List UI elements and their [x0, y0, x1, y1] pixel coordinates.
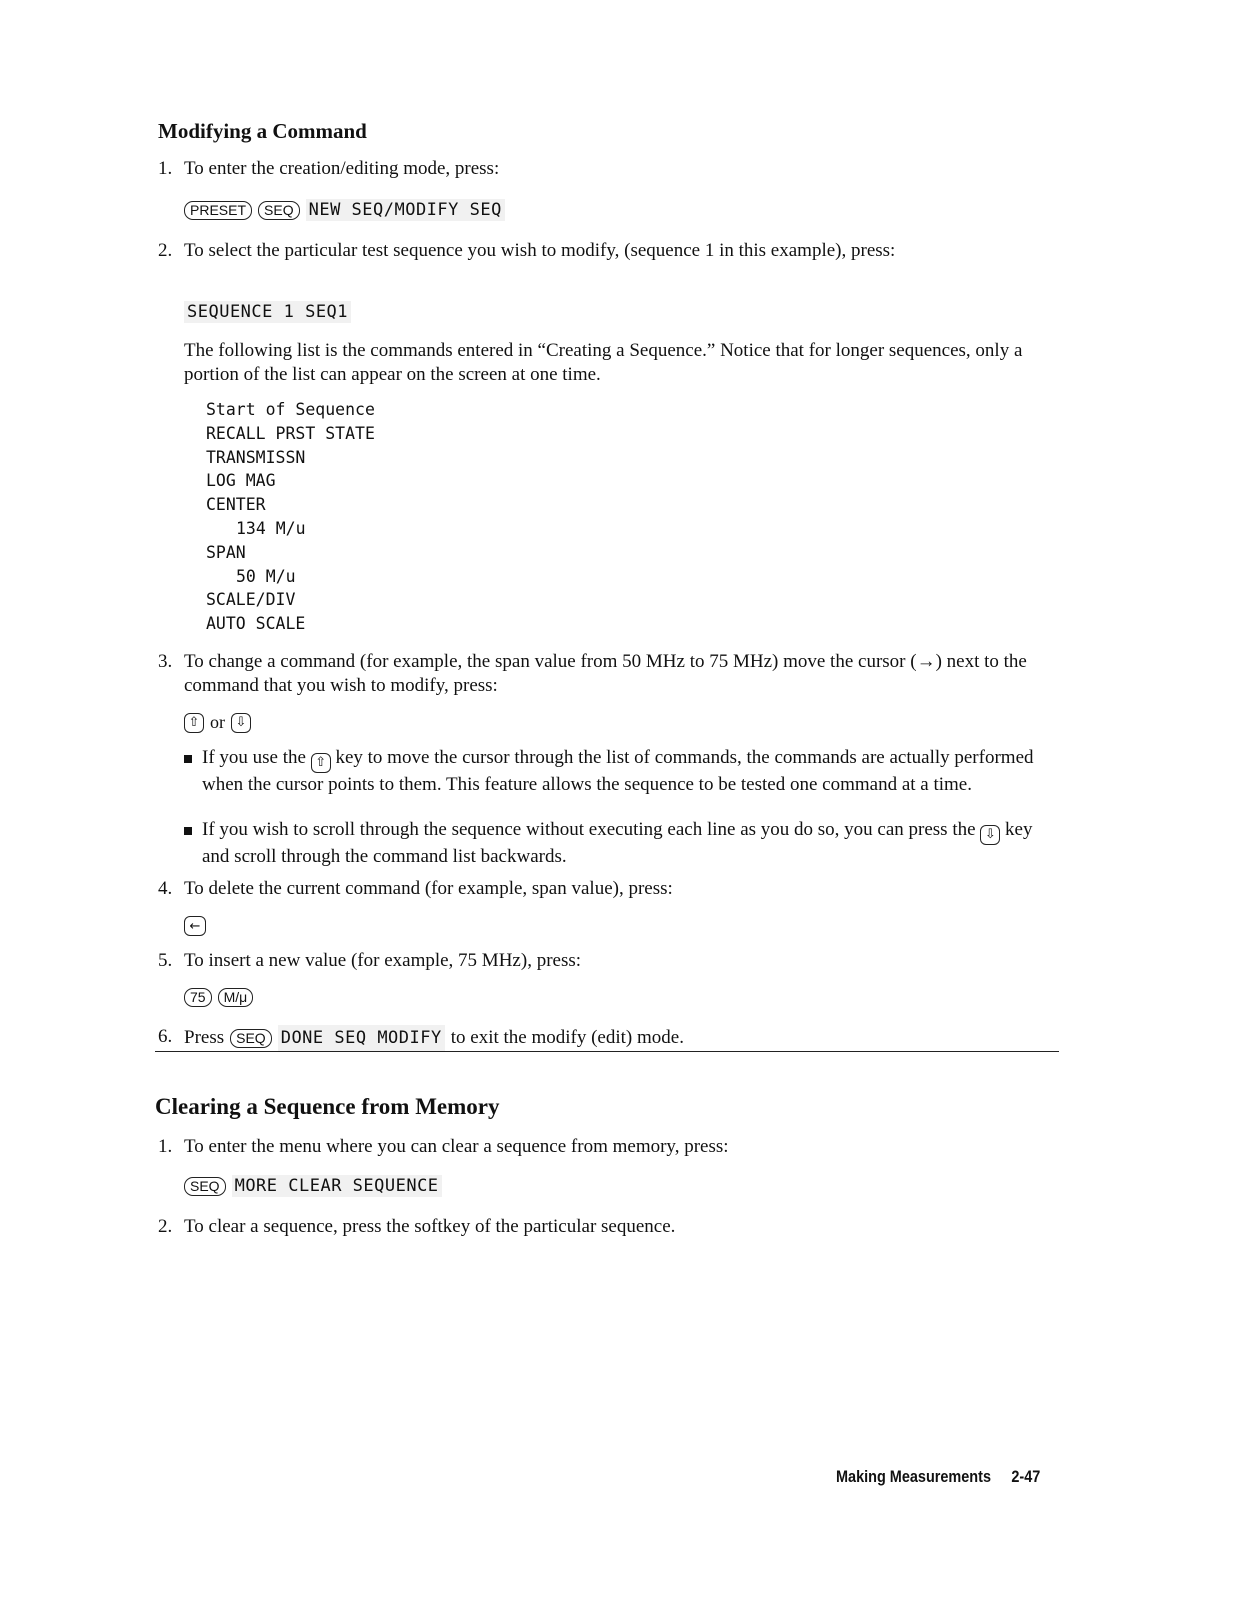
down-arrow-key-icon: ⇩ [980, 825, 1000, 845]
key-sequence-5 [184, 988, 253, 1007]
bullet-icon [184, 827, 192, 835]
seq-key: SEQ [230, 1029, 272, 1048]
seq-key: SEQ [258, 201, 300, 220]
command-line: 134 M/u [236, 518, 306, 538]
command-line: AUTO SCALE [206, 614, 306, 634]
key-sequence-1 [184, 199, 505, 221]
command-list [206, 398, 375, 636]
key-m-mu: M/μ [218, 988, 254, 1007]
page-number: 2-47 [1011, 1467, 1041, 1486]
bullet-up-key: If you use the ⇧ key to move the cursor through the list of commands, the commands are actually performed when the cursor points to them. This feature allows the sequence to be tested one command at a time. [184, 746, 1064, 818]
section-heading-clearing: Clearing a Sequence from Memory [155, 1094, 500, 1119]
step-3: 3. To change a command (for example, the span value from 50 MHz to 75 MHz) move the cursor (→) next to the command that you wish to modify, press: [158, 651, 1027, 696]
paragraph-following-list: The following list is the commands entered in “Creating a Sequence.” Notice that for longer sequences, only a portion of the list can appear on the screen at one time. [184, 340, 1023, 385]
command-line: 50 M/u [236, 566, 296, 586]
preset-key: PRESET [184, 201, 252, 220]
manual-page: Modifying a Command 1. To enter the creation/editing mode, press: PRESET SEQ NEW SEQ/MODIFY SEQ 2. To select the particular test sequence you wish to modify, (sequence 1 in this example), press: SEQUENCE 1 SEQ1 The following list is the commands entered in “Creating a Sequence.” Notice that for longer sequences, only a portion of the list can appear on the screen at one time. Start of Sequence RECALL PRST STATE TRANSMISSN LOG MAG CENTER 134 M/u SPAN 50 M/u SCALE/DIV AUTO SCALE 3. To change a command (for example, the span value from 50 MHz to 75 MHz) move the cursor (→) next to the command that you wish to modify, press: ⇧ or ⇩ If you use the ⇧ key to move the cursor through the list of commands, the commands are actually performed when the cursor points to them. This feature allows the sequence to be tested one command at a time. If you wish to scroll through the sequence without executing each line as you do so, you can press the ⇩ key and scroll through the command list backwards. 4. To delete the current command (for example, span value), press: ← 5. To insert a new value (for example, 75 MHz), press: 75 M/μ 6. Press SEQ DONE SEQ MODIFY to exit the modify (edit) mode. Clearing a Sequence from Memory 1. To enter the menu where you can clear a sequence from memory, press: SEQ MORE CLEAR SEQUENCE 2. To clear a sequence, press the softkey of the particular sequence. Making Measurements 2-47 [0, 0, 1237, 1600]
section-divider [155, 1051, 1059, 1052]
down-arrow-key-icon: ⇩ [231, 713, 251, 733]
page-footer [836, 1467, 1040, 1487]
bullet-icon [184, 755, 192, 763]
command-line: Start of Sequence [206, 400, 375, 419]
section-heading-modifying: Modifying a Command [158, 119, 367, 143]
key-sequence-2 [184, 301, 351, 323]
softkey-done-seq-modify: DONE SEQ MODIFY [278, 1025, 445, 1051]
command-line: RECALL PRST STATE [206, 423, 375, 443]
key-sequence-3: ⇧ or ⇩ [184, 712, 251, 733]
command-line: SCALE/DIV [206, 590, 296, 610]
key-sequence-4 [184, 916, 206, 936]
key-75: 75 [184, 988, 212, 1007]
footer-section-title: Making Measurements [836, 1467, 991, 1486]
up-arrow-key-icon: ⇧ [184, 713, 204, 733]
key-sequence-clear [184, 1175, 442, 1197]
command-line: CENTER [206, 495, 266, 515]
command-line: LOG MAG [206, 471, 276, 491]
seq-key: SEQ [184, 1177, 226, 1196]
up-arrow-key-icon: ⇧ [311, 753, 331, 773]
bullet-down-key: If you wish to scroll through the sequence without executing each line as you do so, you can press the ⇩ key and scroll through the command list backwards. [184, 818, 1064, 866]
command-line: SPAN [206, 542, 246, 562]
backspace-key-icon: ← [184, 916, 206, 936]
softkey-sequence-1-seq1: SEQUENCE 1 SEQ1 [184, 301, 351, 323]
command-line: TRANSMISSN [206, 447, 306, 467]
step-2: 2. To select the particular test sequence you wish to modify, (sequence 1 in this example), press: [158, 240, 896, 261]
softkey-more-clear-sequence: MORE CLEAR SEQUENCE [232, 1175, 442, 1197]
softkey-new-seq-modify-seq: NEW SEQ/MODIFY SEQ [306, 199, 505, 221]
